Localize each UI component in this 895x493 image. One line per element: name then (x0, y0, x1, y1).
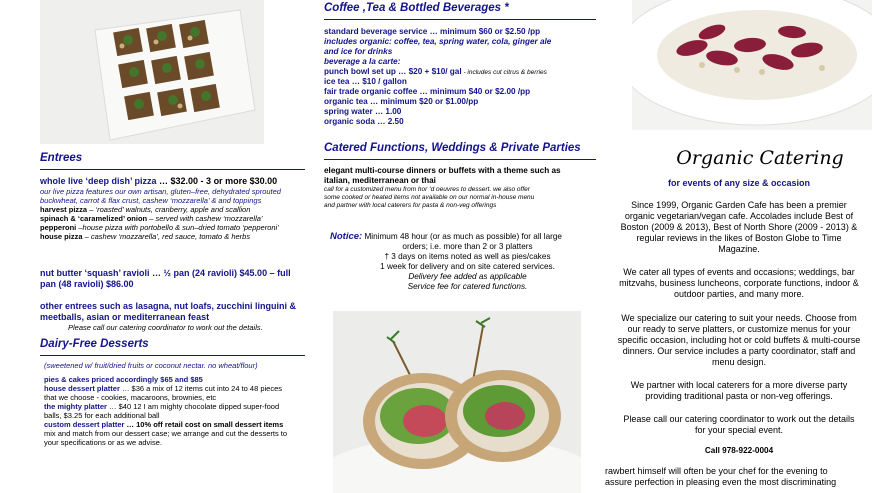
ravioli-line: nut butter ‘squash’ ravioli … ½ pan (24 ravioli) $45.00 – full (40, 268, 291, 278)
beverage-line: spring water … 1.00 (324, 107, 402, 116)
other-entrees (40, 301, 310, 332)
other-entrees-line: meetballs, asian or mediterranean feast (40, 312, 210, 322)
coordinator-paragraph: Please call our catering coordinator to work out the details for your special event. (623, 414, 855, 435)
beverages-heading: Coffee ,Tea & Bottled Beverages * (324, 2, 509, 14)
catering-subtitle: for events of any size & occasion (667, 178, 811, 188)
dessert-line: mix and match from our dessert case; we arrange and cut the desserts to (44, 429, 288, 438)
beverage-line: beverage a la carte: (324, 57, 401, 66)
notice-line: Notice: Minimum 48 hour (or as much as possible) for all large (330, 231, 562, 242)
entree-house: house pizza – cashew ‘mozzarella’, red sauce, tomato & herbs (40, 232, 251, 241)
functions-line: elegant multi-course dinners or buffets with a theme such as (324, 166, 561, 175)
beet-carpaccio-photo (632, 0, 872, 130)
beverages-list (324, 27, 599, 127)
dessert-line: balls, $3.25 for each additional ball (44, 411, 160, 420)
beverage-line: ice tea … $10 / gallon (324, 77, 407, 86)
notice-line: 1 week for delivery and on site catered services. (380, 262, 555, 271)
functions-line: and partner with local caterers for pasta & non-veg offerings (324, 202, 497, 209)
entrees-heading: Entrees (40, 152, 83, 164)
beverage-line: standard beverage service … minimum $60 or $2.50 /pp (324, 27, 541, 36)
entrees-list (40, 176, 310, 241)
dessert-line: your specifications or as we advise. (44, 438, 162, 447)
dessert-line: that we choose - cookies, macaroons, brownies, etc (44, 393, 217, 402)
beverage-line: organic soda … 2.50 (324, 117, 404, 126)
desserts-subtitle: (sweetened w/ fruit/dried fruits or coconut nectar. no wheat/flour) (44, 361, 258, 370)
desserts-heading: Dairy-Free Desserts (40, 338, 149, 350)
about-paragraph: Since 1999, Organic Garden Cafe has been a premier organic vegetarian/vegan cafe. Accolades include Best of Boston (2009 & 2013), Best of North Shore (2009 - 2013) & regular reviews in the likes of Boston Globe to Time Magazine. (620, 200, 858, 254)
phone-number: Call 978-922-0004 (704, 446, 774, 455)
pizza-photo (40, 0, 264, 144)
footer-text: rawbert himself will often be your chef for the evening to assure perfection in pleasing even the most discriminating (605, 466, 837, 487)
desserts-list (44, 361, 314, 447)
ravioli-item (40, 268, 310, 290)
dessert-line: the mighty platter … $40 12 I am mighty chocolate dipped super-food (44, 402, 280, 411)
dessert-line: custom dessert platter … 10% off retail cost on small dessert items (44, 420, 284, 429)
beverage-line: punch bowl set up … $20 + $10/ gal - includes cut citrus & berries (324, 67, 547, 76)
ravioli-line: pan (48 ravioli) $86.00 (40, 279, 134, 289)
partner-paragraph: We partner with local caterers for a more diverse party providing traditional pasta or non-veg offerings. (630, 380, 848, 401)
other-entrees-line: other entrees such as lasagna, nut loafs, zucchini linguini & (40, 301, 297, 311)
entree-deep-dish: whole live ‘deep dish’ pizza … $32.00 - 3 or more $30.00 (40, 176, 278, 186)
desserts-rule (40, 355, 305, 356)
entree-desc: our live pizza features our own artisan, gluten–free, dehydrated sprouted (40, 187, 281, 196)
dessert-line: pies & cakes priced accordingly $65 and $85 (44, 375, 203, 384)
notice-block (330, 232, 605, 292)
dessert-line: house dessert platter … $36 a mix of 12 items cut into 24 to 48 pieces (44, 384, 283, 393)
other-entrees-note: Please call our catering coordinator to work out the details. (68, 323, 263, 332)
beverage-line: organic tea … minimum $20 or $1.00/pp (324, 97, 479, 106)
beverages-rule (324, 19, 596, 20)
functions-line: italian, mediterranean or thai (324, 176, 436, 185)
functions-line: some cooked or heated items not available on our normal in-house menu (324, 194, 535, 201)
entree-pepperoni: pepperoni –house pizza with portobello & sun–dried tomato ‘pepperoni’ (40, 223, 279, 232)
functions-line: call for a customized menu from hor ‘d oeuvres to dessert. we also offer (324, 186, 530, 193)
beverage-line: and ice for drinks (324, 47, 393, 56)
beverage-line: includes organic: coffee, tea, spring water, cola, ginger ale (324, 37, 552, 46)
notice-line: Service fee for catered functions. (407, 282, 528, 291)
functions-text (324, 166, 599, 210)
events-paragraph: We cater all types of events and occasions; weddings, bar mitzvahs, business luncheons, corporate functions, indoor & outdoor parties, and many more. (619, 267, 859, 299)
functions-heading: Catered Functions, Weddings & Private Parties (324, 142, 581, 154)
entrees-rule (40, 169, 305, 170)
notice-line: orders; i.e. more than 2 or 3 platters (402, 242, 533, 251)
entree-spinach: spinach & ‘caramelized’ onion – served with cashew ‘mozzarella’ (40, 214, 263, 223)
specialize-paragraph: We specialize our catering to suit your needs. Choose from our ready to serve platters, or customize menus for your specific occasion, including hot or cold buffets & multi-course dinners. Our service includes a party coordinator, staff and menu design. (617, 313, 861, 367)
entree-desc: buckwheat, carrot & flax crust, cashew ‘mozzarella’ & and toppings (40, 196, 262, 205)
beverage-line: fair trade organic coffee … minimum $40 or $2.00 /pp (324, 87, 531, 96)
notice-line: † 3 days on items noted as well as pies/cakes (384, 252, 551, 261)
entree-harvest: harvest pizza – ‘roasted’ walnuts, cranberry, apple and scallion (40, 205, 251, 214)
functions-rule (324, 159, 596, 160)
catering-title: Organic Catering (676, 147, 844, 169)
notice-line: Delivery fee added as applicable (408, 272, 527, 281)
wrap-photo (333, 311, 581, 493)
